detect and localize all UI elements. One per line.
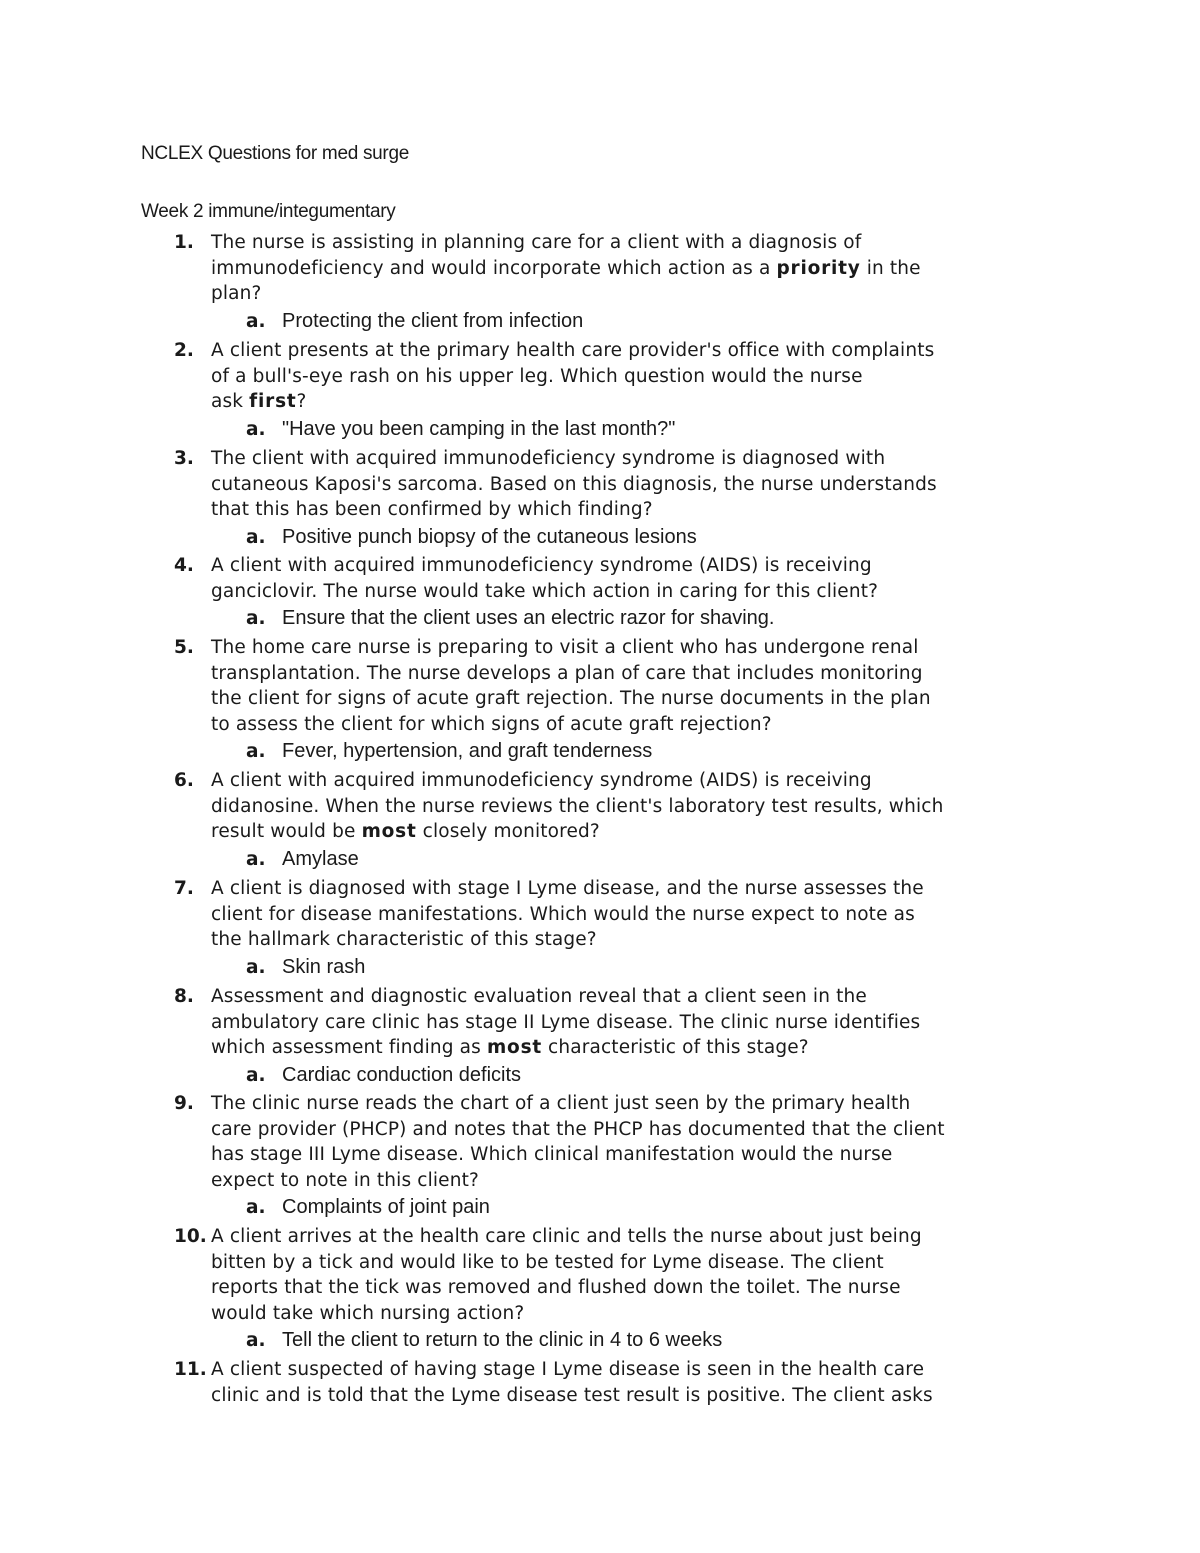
question-line: result would be most closely monitored? xyxy=(211,821,600,842)
question-number: 11. xyxy=(174,1359,207,1380)
question-text xyxy=(211,338,1071,415)
question-line: A client suspected of having stage I Lyme disease is seen in the health care xyxy=(211,1359,925,1380)
document-title: NCLEX Questions for med surge xyxy=(141,143,409,164)
question-line: care provider (PHCP) and notes that the PHCP has documented that the client xyxy=(211,1118,945,1140)
answer-letter: a. xyxy=(246,956,266,978)
answer-letter: a. xyxy=(246,310,266,332)
question-line: The client with acquired immunodeficiency syndrome is diagnosed with xyxy=(211,448,886,469)
question-line: the hallmark characteristic of this stage? xyxy=(211,929,597,950)
question-line: The nurse is assisting in planning care for a client with a diagnosis of xyxy=(211,232,862,253)
question-number: 8. xyxy=(174,986,194,1007)
answer-text: Positive punch biopsy of the cutaneous lesions xyxy=(282,525,697,548)
question-line: A client with acquired immunodeficiency syndrome (AIDS) is receiving xyxy=(211,555,872,576)
question-line: to assess the client for which signs of acute graft rejection? xyxy=(211,713,772,735)
answer-text: "Have you been camping in the last month?" xyxy=(282,417,676,440)
question-text xyxy=(211,876,1071,953)
question-number: 3. xyxy=(174,448,194,469)
question-line: expect to note in this client? xyxy=(211,1169,479,1191)
answer-text: Cardiac conduction deficits xyxy=(282,1063,522,1086)
answer-letter: a. xyxy=(246,608,266,629)
question-line: which assessment finding as most characteristic of this stage? xyxy=(211,1037,809,1058)
question-number: 9. xyxy=(174,1093,194,1114)
answer-text: Tell the client to return to the clinic in 4 to 6 weeks xyxy=(282,1329,723,1351)
answer-text: Protecting the client from infection xyxy=(282,309,584,332)
answer-text: Fever, hypertension, and graft tenderness xyxy=(282,740,653,762)
question-line: transplantation. The nurse develops a plan of care that includes monitoring xyxy=(211,662,923,684)
question-text xyxy=(211,768,1071,845)
question-text xyxy=(211,230,1071,307)
answer-letter: a. xyxy=(246,1330,266,1351)
question-number: 10. xyxy=(174,1226,207,1247)
answer-letter: a. xyxy=(246,741,266,762)
question-number: 4. xyxy=(174,555,194,576)
question-line: Assessment and diagnostic evaluation reveal that a client seen in the xyxy=(211,986,867,1007)
question-line: ask first? xyxy=(211,391,307,412)
question-line: bitten by a tick and would like to be tested for Lyme disease. The client xyxy=(211,1251,884,1273)
answer-text: Ensure that the client uses an electric razor for shaving. xyxy=(282,607,775,629)
question-line: client for disease manifestations. Which would the nurse expect to note as xyxy=(211,903,915,925)
question-text xyxy=(211,1224,1071,1326)
question-line: the client for signs of acute graft rejection. The nurse documents in the plan xyxy=(211,688,931,709)
question-line: didanosine. When the nurse reviews the client's laboratory test results, which xyxy=(211,795,944,817)
answer-letter: a. xyxy=(246,848,266,870)
question-line: cutaneous Kaposi's sarcoma. Based on this diagnosis, the nurse understands xyxy=(211,473,937,495)
question-text xyxy=(211,446,1071,523)
answer-text: Skin rash xyxy=(282,955,366,978)
emphasis-word: first xyxy=(249,391,297,412)
question-line: of a bull's-eye rash on his upper leg. Which question would the nurse xyxy=(211,365,863,387)
answer-letter: a. xyxy=(246,526,266,548)
question-line: A client arrives at the health care clinic and tells the nurse about just being xyxy=(211,1226,922,1247)
question-line: has stage III Lyme disease. Which clinical manifestation would the nurse xyxy=(211,1144,893,1165)
emphasis-word: most xyxy=(486,1037,543,1058)
question-text xyxy=(211,553,1071,604)
question-line: clinic and is told that the Lyme disease test result is positive. The client asks xyxy=(211,1384,933,1406)
answer-text: Amylase xyxy=(282,847,359,870)
question-number: 7. xyxy=(174,878,194,899)
question-number: 6. xyxy=(174,770,194,791)
answer-letter: a. xyxy=(246,1064,266,1086)
answer-text: Complaints of joint pain xyxy=(282,1196,490,1218)
answer-letter: a. xyxy=(246,1197,266,1218)
answer-letter: a. xyxy=(246,418,266,440)
week-heading: Week 2 immune/integumentary xyxy=(141,201,396,222)
question-line: The home care nurse is preparing to visit a client who has undergone renal xyxy=(211,637,919,658)
question-line: that this has been confirmed by which finding? xyxy=(211,499,653,520)
question-line: A client presents at the primary health care provider's office with complaints xyxy=(211,340,935,361)
question-line: plan? xyxy=(211,283,262,304)
emphasis-word: priority xyxy=(776,257,861,279)
question-number: 2. xyxy=(174,340,194,361)
question-text xyxy=(211,1091,1071,1193)
question-number: 1. xyxy=(174,232,194,253)
question-text xyxy=(211,984,1071,1061)
question-text xyxy=(211,635,1071,737)
question-line: would take which nursing action? xyxy=(211,1302,525,1324)
question-number: 5. xyxy=(174,637,194,658)
question-text xyxy=(211,1357,1071,1408)
question-line: ganciclovir. The nurse would take which action in caring for this client? xyxy=(211,580,879,602)
question-line: A client with acquired immunodeficiency syndrome (AIDS) is receiving xyxy=(211,770,872,791)
question-line: reports that the tick was removed and flushed down the toilet. The nurse xyxy=(211,1277,901,1298)
question-line: The clinic nurse reads the chart of a client just seen by the primary health xyxy=(211,1093,911,1114)
question-line: ambulatory care clinic has stage II Lyme disease. The clinic nurse identifies xyxy=(211,1011,921,1033)
question-line: immunodeficiency and would incorporate which action as a priority in the xyxy=(211,257,921,279)
emphasis-word: most xyxy=(361,821,417,842)
question-line: A client is diagnosed with stage I Lyme disease, and the nurse assesses the xyxy=(211,878,924,899)
